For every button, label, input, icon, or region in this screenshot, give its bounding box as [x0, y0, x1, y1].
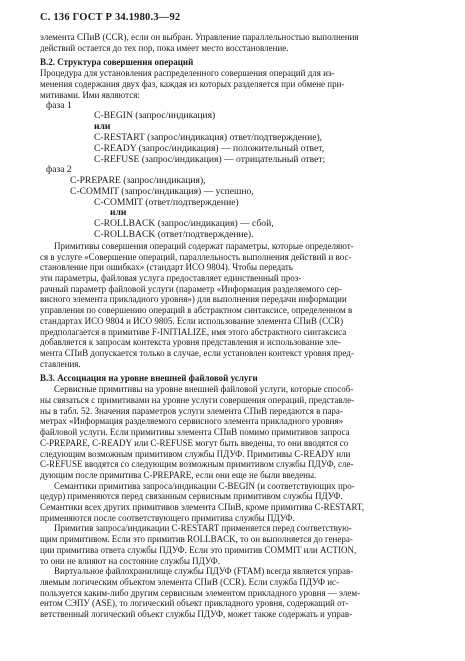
- text-line: Семантики всех других примитивов элемента СПиВ, кроме примитива C-RESTART,: [40, 502, 365, 513]
- phase-2-primitives: [40, 176, 452, 241]
- text-line: файловой услуги. Если примитивы элемента СПиВ помимо примитивов запроса: [40, 427, 350, 438]
- phase-1-label: фаза 1: [46, 99, 72, 111]
- text-line: ны в табл. 52. Значения параметров услуги элемента СПиВ передаются в пара-: [40, 405, 343, 416]
- text-line: ентом СЭПУ (ASE), то логический объект прикладного уровня, содержащий от-: [40, 598, 349, 609]
- section-b3-heading: В.3. Ассоциация на уровне внешней файловой услуги: [40, 373, 258, 384]
- text-line: эти параметры, файловая услуга предоставляет единственный проз-: [40, 272, 302, 283]
- text-line: C-ROLLBACK (ответ/подтверждение).: [94, 229, 254, 241]
- text-line: применяются после соответствующего примитива службы ПДУФ.: [40, 512, 295, 523]
- text-line: ляемым логическим объектом элемента СПиВ (CCR). Если служба ПДУФ ис-: [40, 576, 340, 587]
- text-line: C-COMMIT (ответ/подтверждение): [94, 196, 239, 208]
- intro-paragraph: [40, 32, 452, 53]
- text-line: становление при ошибках» (стандарт ИСО 9804). Чтобы передать: [40, 262, 293, 273]
- text-line: мента СПиВ допускается только в случае, если установлен контекст уровня пред-: [40, 347, 354, 358]
- section-b2-body: [40, 241, 452, 369]
- text-line: предполагается в примитиве F-INITIALIZE, имя этого абстрактного синтаксиса: [40, 326, 347, 337]
- text-line: C-READY (запрос/индикация) — положительный ответ,: [94, 142, 325, 154]
- text-line: C-REFUSE вводятся со следующим возможным примитивом службы ПДУФ, сле-: [40, 459, 354, 470]
- text-line: рачный параметр файловой услуги (параметр «Информация разделяемого сер-: [40, 283, 343, 294]
- section-b2-heading: В.2. Структура совершения операций: [40, 57, 194, 68]
- text-line: Виртуальное файлохранилище службы ПДУФ (FTAM) всегда является управ-: [54, 566, 354, 577]
- text-line: висного элемента прикладного уровня») для выполнения передачи информации: [40, 294, 347, 305]
- text-line: Примитив запроса/индикации C-RESTART применяется перед соответствую-: [54, 523, 352, 534]
- text-line: ны связаться с примитивами на уровне услуги совершения операций, представле-: [40, 395, 355, 406]
- text-line: или: [110, 207, 127, 219]
- text-line: действий остается до тех пор, пока имеет место восстановление.: [40, 42, 289, 53]
- text-line: дующим после примитива C-PREPARE, если они еще не были введены.: [40, 469, 317, 480]
- text-line: Примитивы совершения операций содержат параметры, которые определяют-: [54, 240, 354, 251]
- text-line: C-PREPARE (запрос/индикация),: [70, 175, 206, 187]
- text-line: следующим возможным примитивом службы ПДУФ. Примитивы C-READY или: [40, 448, 351, 459]
- text-line: ции примитива ответа службы ПДУФ. Если это примитив COMMIT или ACTION,: [40, 544, 357, 555]
- text-line: пользуется каким-либо другим сервисным элементом прикладного уровня — элем-: [40, 587, 361, 598]
- phase-1-primitives: [40, 111, 452, 165]
- text-line: менения содержания двух фаз, каждая из которых разделяется при обмене при-: [40, 79, 345, 90]
- section-b2-intro: [40, 68, 452, 100]
- section-b3-body: [40, 384, 452, 619]
- text-line: стандартах ИСО 9804 и ИСО 9805. Если использование элемента СПиВ (CCR): [40, 315, 344, 326]
- text-line: Сервисные примитивы на уровне внешней файловой услуги, которые способ-: [54, 384, 354, 395]
- text-line: C-RESTART (запрос/индикация) ответ/подтверждение),: [94, 131, 323, 143]
- text-line: ветственный логический объект службы ПДУФ, может также содержать и управ-: [40, 609, 353, 620]
- text-line: управления по совершению операций в абстрактном синтаксисе, определенном в: [40, 305, 353, 316]
- text-line: или: [94, 121, 111, 133]
- text-line: щим примитивом. Если это примитив ROLLBACK, то он выполняется до генера-: [40, 534, 353, 545]
- text-line: ся в услуге «Совершение операций, параллельность выполнения действий и вос-: [40, 251, 352, 262]
- page-content: [40, 32, 452, 620]
- text-line: то они не влияют на состояние службы ПДУФ.: [40, 555, 220, 566]
- text-line: C-ROLLBACK (запрос/индикация) — сбой,: [94, 218, 274, 230]
- text-line: цедур) применяются перед связанным сервисным примитивом службы ПДУФ.: [40, 491, 343, 502]
- text-line: C-PREPARE, C-READY или C-REFUSE могут быть введены, то они вводятся со: [40, 437, 349, 448]
- text-line: митивами. Ими являются:: [40, 89, 140, 100]
- text-line: элемента СПиВ (CCR), если он выбран. Управление параллельностью выполнения: [40, 32, 359, 42]
- phase-2-label: фаза 2: [46, 164, 72, 176]
- text-line: метрах «Информация разделяемого сервисного элемента прикладного уровня»: [40, 416, 344, 427]
- text-line: C-COMMIT (запрос/индикация) — успешно,: [70, 185, 254, 197]
- text-line: добавляется к запросам контекста уровня представления и использование эле-: [40, 337, 341, 348]
- text-line: C-REFUSE (запрос/индикация) — отрицательный ответ;: [94, 153, 326, 165]
- text-line: Семантики примитива запроса/индикации C-BEGIN (и соответствующих про-: [54, 480, 355, 491]
- page-header: С. 136 ГОСТ Р 34.1980.3—92: [40, 12, 181, 23]
- text-line: C-BEGIN (запрос/индикация): [94, 110, 216, 122]
- text-line: Процедура для установления распределенного совершения операций для из-: [40, 68, 335, 79]
- text-line: ставления.: [40, 358, 81, 369]
